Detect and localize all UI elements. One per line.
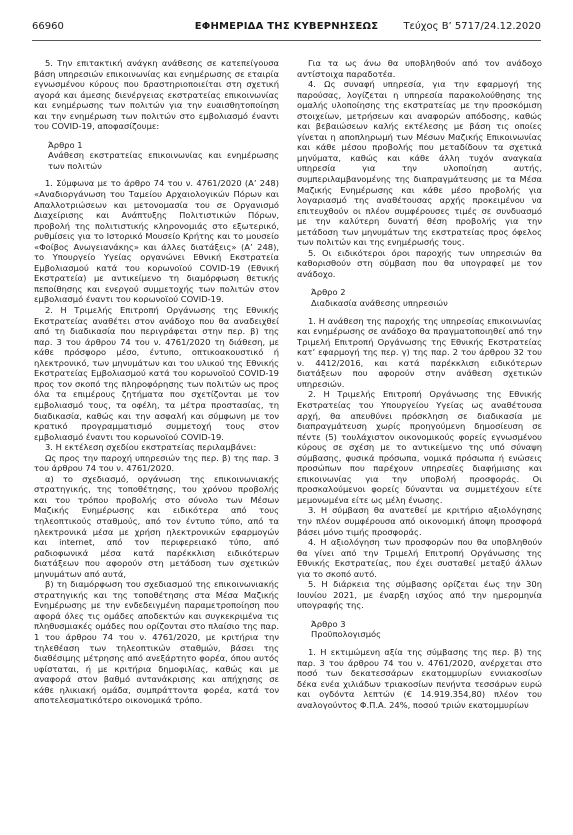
paragraph-3-a: α) το σχεδιασμό, οργάνωση της επικοινωνιακής στρατηγικής, της τοποθέτησης, του χρόνου προβολής και του τρόπου προβολής στο σύνολο των Μέσων Μαζικής Ενημέρωσης και ειδικότερα από τους τηλεοπτικούς σταθμούς, από τον έντυπο τύπο, από τα ηλεκτρονικά μέσα με χρήση ηλεκτρονικών εφαρμογών και internet, από τον περιφερειακό τύπο, από ραδιοφωνικά μέσα κατά παρέκκλιση ειδικότερων διατάξεων που αφορούν στη μετάδοση των σχετικών μηνυμάτων από αυτά, [34, 473, 279, 579]
paragraph-3-b: β) τη διαμόρφωση του σχεδιασμού της επικοινωνιακής στρατηγικής και της τοποθέτησης στα Μέσα Μαζικής Ενημέρωσης με την ενδεδειγμένη παραμετροποίηση που αφορά όλες τις ομάδες αποδεκτών και συγκεκριμένα τις πληθυσμιακές ομάδες που ορίζονται στο πλαίσιο της παρ. 1 του άρθρου 74 του ν. 4761/2020, με κριτήρια την τηλεθέαση των τηλεοπτικών σταθμών, βάσει της διαθέσιμης μέτρησης από ανεξάρτητο φορέα, όπου αυτός υφίσταται, ή με κριτήρια δημοφιλίας, καθώς και με αναφορά στον βαθμό αντανάκρισης και απήχησης σε κάθε ηλικιακή ομάδα, συμπράττοντα φορέα, κατά τον αποτελεσματικότερο οικονομικά τρόπο. [34, 579, 279, 706]
page-header [32, 20, 541, 34]
gazette-title: ΕΦΗΜΕΡΙΔΑ ΤΗΣ ΚΥΒΕΡΝΗΣΕΩΣ [194, 21, 379, 32]
article-3-paragraph-1: 1. Η εκτιμώμενη αξία της σύμβασης της περ. β) της παρ. 3 του άρθρου 74 του ν. 4761/2020, ανέρχεται στο ποσό των δεκατεσσάρων εκατομμυρίων εννιακοσίων δέκα ενέα χιλιάδων τριακοσίων πενήντα τεσσάρων ευρώ και ογδόντα λεπτών (€ 14.919.354,80) πλέον του αναλογούντος Φ.Π.Α. 24%, ποσού τριών εκατομμυρίων [297, 646, 542, 710]
header-divider [32, 40, 541, 41]
article-2-title: Άρθρο 2 [311, 287, 346, 298]
page-number: 66960 [32, 21, 64, 32]
paragraph-2: 2. Η Τριμελής Επιτροπή Οργάνωσης της Εθνικής Εκστρατείας αναθέτει στον ανάδοχο που θα αναδειχθεί από τη διαδικασία που περιγράφεται στην περ. β) της παρ. 3 του άρθρου 74 του ν. 4761/2020 τη διάθεση, με κάθε πρόσφορο μέσο, έντυπο, οπτικοακουστικό ή ηλεκτρονικό, των μηνυμάτων και του υλικού της Εθνικής Εκστρατείας Εμβολιασμού κατά του κορωνοϊού COVID-19 προς τον σκοπό της πληροφόρησης των πολιτών ως προς όλα τα επιμέρους ζητήματα που σχετίζονται με τον εμβολιασμό τους, τα οφέλη, τα μέτρα προστασίας, τη διαδικασία, καθώς και την ασφαλή και σύμφωνη με τον κρατικό προγραμματισμό συμμετοχή τους στον εμβολιασμό έναντι του κορωνοϊού COVID-19. [34, 305, 279, 442]
article-2-paragraph-3: 3. Η σύμβαση θα ανατεθεί με κριτήριο αξιολόγησης την πλέον συμφέρουσα από οικονομική άποψη προσφορά βάσει μόνο τιμής προσφοράς. [297, 505, 542, 537]
article-2-paragraph-5: 5. Η διάρκεια της σύμβασης ορίζεται έως την 30η Ιουνίου 2021, με έναρξη ισχύος από την ημερομηνία υπογραφής της. [297, 579, 542, 611]
article-1-subtitle: Ανάθεση εκστρατείας επικοινωνίας και ενημέρωσης των πολιτών [48, 150, 279, 171]
article-3-title: Άρθρο 3 [311, 618, 346, 629]
article-2-paragraph-2: 2. Η Τριμελής Επιτροπή Οργάνωσης της Εθνικής Εκστρατείας του Υπουργείου Υγείας ως αναθέτουσα αρχή, θα απευθύνει πρόσκληση σε διαδικασία με διαπραγμάτευση χωρίς προηγούμενη δημοσίευση σε πέντε (5) τουλάχιστον οικονομικούς φορείς εγνωσμένου κύρους σε σχέση με το αντικείμενο της υπό σύναψη σύμβασης, φυσικά πρόσωπα, νομικά πρόσωπα ή ενώσεις προσώπων που παρέχουν υπηρεσίες διαφήμισης και επικοινωνίας για την υποβολή προσφοράς. Οι προσκαλούμενοι φορείς δύνανται να συμμετέχουν είτε μεμονωμένα είτε ως μέλη ένωσης. [297, 389, 542, 505]
paragraph-4: 4. Ως συναφή υπηρεσία, για την εφαρμογή της παρούσας, λογίζεται η υπηρεσία παρακολούθησης της ομαλής υλοποίησης της εκστρατείας με την προσκόμιση στοιχείων, μετρήσεων και αναφορών απόδοσης, καθώς και βεβαιώσεων καλής εκτέλεσης με βάση τις οποίες γίνεται η αποπληρωμή των Μέσων Μαζικής Επικοινωνίας και κάθε μέσου προβολής που μεταδίδουν τα σχετικά μηνύματα, καθώς και κάθε άλλη τυχόν αναγκαία υπηρεσία για την υλοποίηση αυτής, συμπεριλαμβανομένης της διαπραγμάτευσης με τα Μέσα Μαζικής Ενημέρωσης και κάθε μέσο προβολής για λογαριασμό της αναθέτουσας αρχής προκειμένου να επιτευχθούν οι πλέον συμφέρουσες τιμές σε συνδυασμό με την καλύτερη δυνατή θέση προβολής για την μετάδοση των μηνυμάτων της εκστρατείας προς όφελος των πολιτών και της ενημέρωσής τους. [297, 79, 542, 248]
article-2-paragraph-4: 4. Η αξιολόγηση των προσφορών που θα υποβληθούν θα γίνει από την Τριμελή Επιτροπή Οργάνωσης της Εθνικής Εκστρατείας, που έχει συσταθεί μεταξύ άλλων για το σκοπό αυτό. [297, 537, 542, 579]
article-2-paragraph-1: 1. Η ανάθεση της παροχής της υπηρεσίας επικοινωνίας και ενημέρωσης σε ανάδοχο θα πραγματοποιηθεί από την Τριμελή Επιτροπή Οργάνωσης της Εθνικής Εκστρατείας κατ’ εφαρμογή της περ. γ) της παρ. 2 του άρθρου 32 του ν. 4412/2016, και κατά παρέκκλιση ειδικότερων διατάξεων που αφορούν στην ανάθεση σχετικών υπηρεσιών. [297, 315, 542, 389]
article-1-title: Άρθρο 1 [48, 139, 83, 150]
issue-reference: Τεύχος Β’ 5717/24.12.2020 [403, 21, 541, 32]
paragraph-3: 3. Η εκτέλεση σχεδίου εκστρατείας περιλαμβάνει: [45, 442, 257, 453]
paragraph-5: 5. Οι ειδικότεροι όροι παροχής των υπηρεσιών θα καθορισθούν στη σύμβαση που θα υπογραφεί με τον ανάδοχο. [297, 247, 542, 279]
right-column [297, 58, 542, 710]
paragraph-1: 1. Σύμφωνα με το άρθρο 74 του ν. 4761/2020 (Α’ 248) «Αναδιοργάνωση του Ταμείου Αρχαιολογικών Πόρων και Απαλλοτριώσεων και μετονομασία του σε Οργανισμό Διαχείρισης και Ανάπτυξης Πολιτιστικών Πόρων, προβολή της πολιτιστικής κληρονομιάς στο εξωτερικό, ρυθμίσεις για το Ιστορικό Μουσείο Κρήτης και το μουσείο «Φοίβος Ανωγειανάκης» και άλλες διατάξεις» (Α’ 248), το Υπουργείο Υγείας οργανώνει Εθνική Εκστρατεία Εμβολιασμού κατά του κορωνοϊού COVID-19 (Εθνική Εκστρατεία) με αντικείμενο τη διαμόρφωση θετικής πεποίθησης και ενεργού συμμετοχής των πολιτών στον εμβολιασμό έναντι του κορωνοϊού COVID-19. [34, 178, 279, 305]
article-3-subtitle: Προϋπολογισμός [311, 629, 382, 640]
left-column [34, 58, 279, 706]
paragraph-continuation: Για τα ως άνω θα υποβληθούν από τον ανάδοχο αντίστοιχα παραδοτέα. [297, 58, 542, 79]
article-2-subtitle: Διαδικασία ανάθεσης υπηρεσιών [311, 298, 448, 309]
paragraph-3-intro: Ως προς την παροχή υπηρεσιών της περ. β) της παρ. 3 του άρθρου 74 του ν. 4761/2020. [34, 452, 279, 474]
paragraph-intro: 5. Την επιτακτική ανάγκη ανάθεσης σε κατεπείγουσα βάση υπηρεσιών επικοινωνίας και ενημέρωσης σε εταιρία εγνωσμένου κύρους που δραστηριοποιείται στη σχετική αγορά και άμεσης διενέργειας εκστρατείας επικοινωνίας και ενημέρωσης των πολιτών για την ευαισθητοποίηση και την ενημέρωση των πολιτών στο εμβολιασμό έναντι του COVID-19, αποφασίζουμε: [34, 58, 279, 132]
